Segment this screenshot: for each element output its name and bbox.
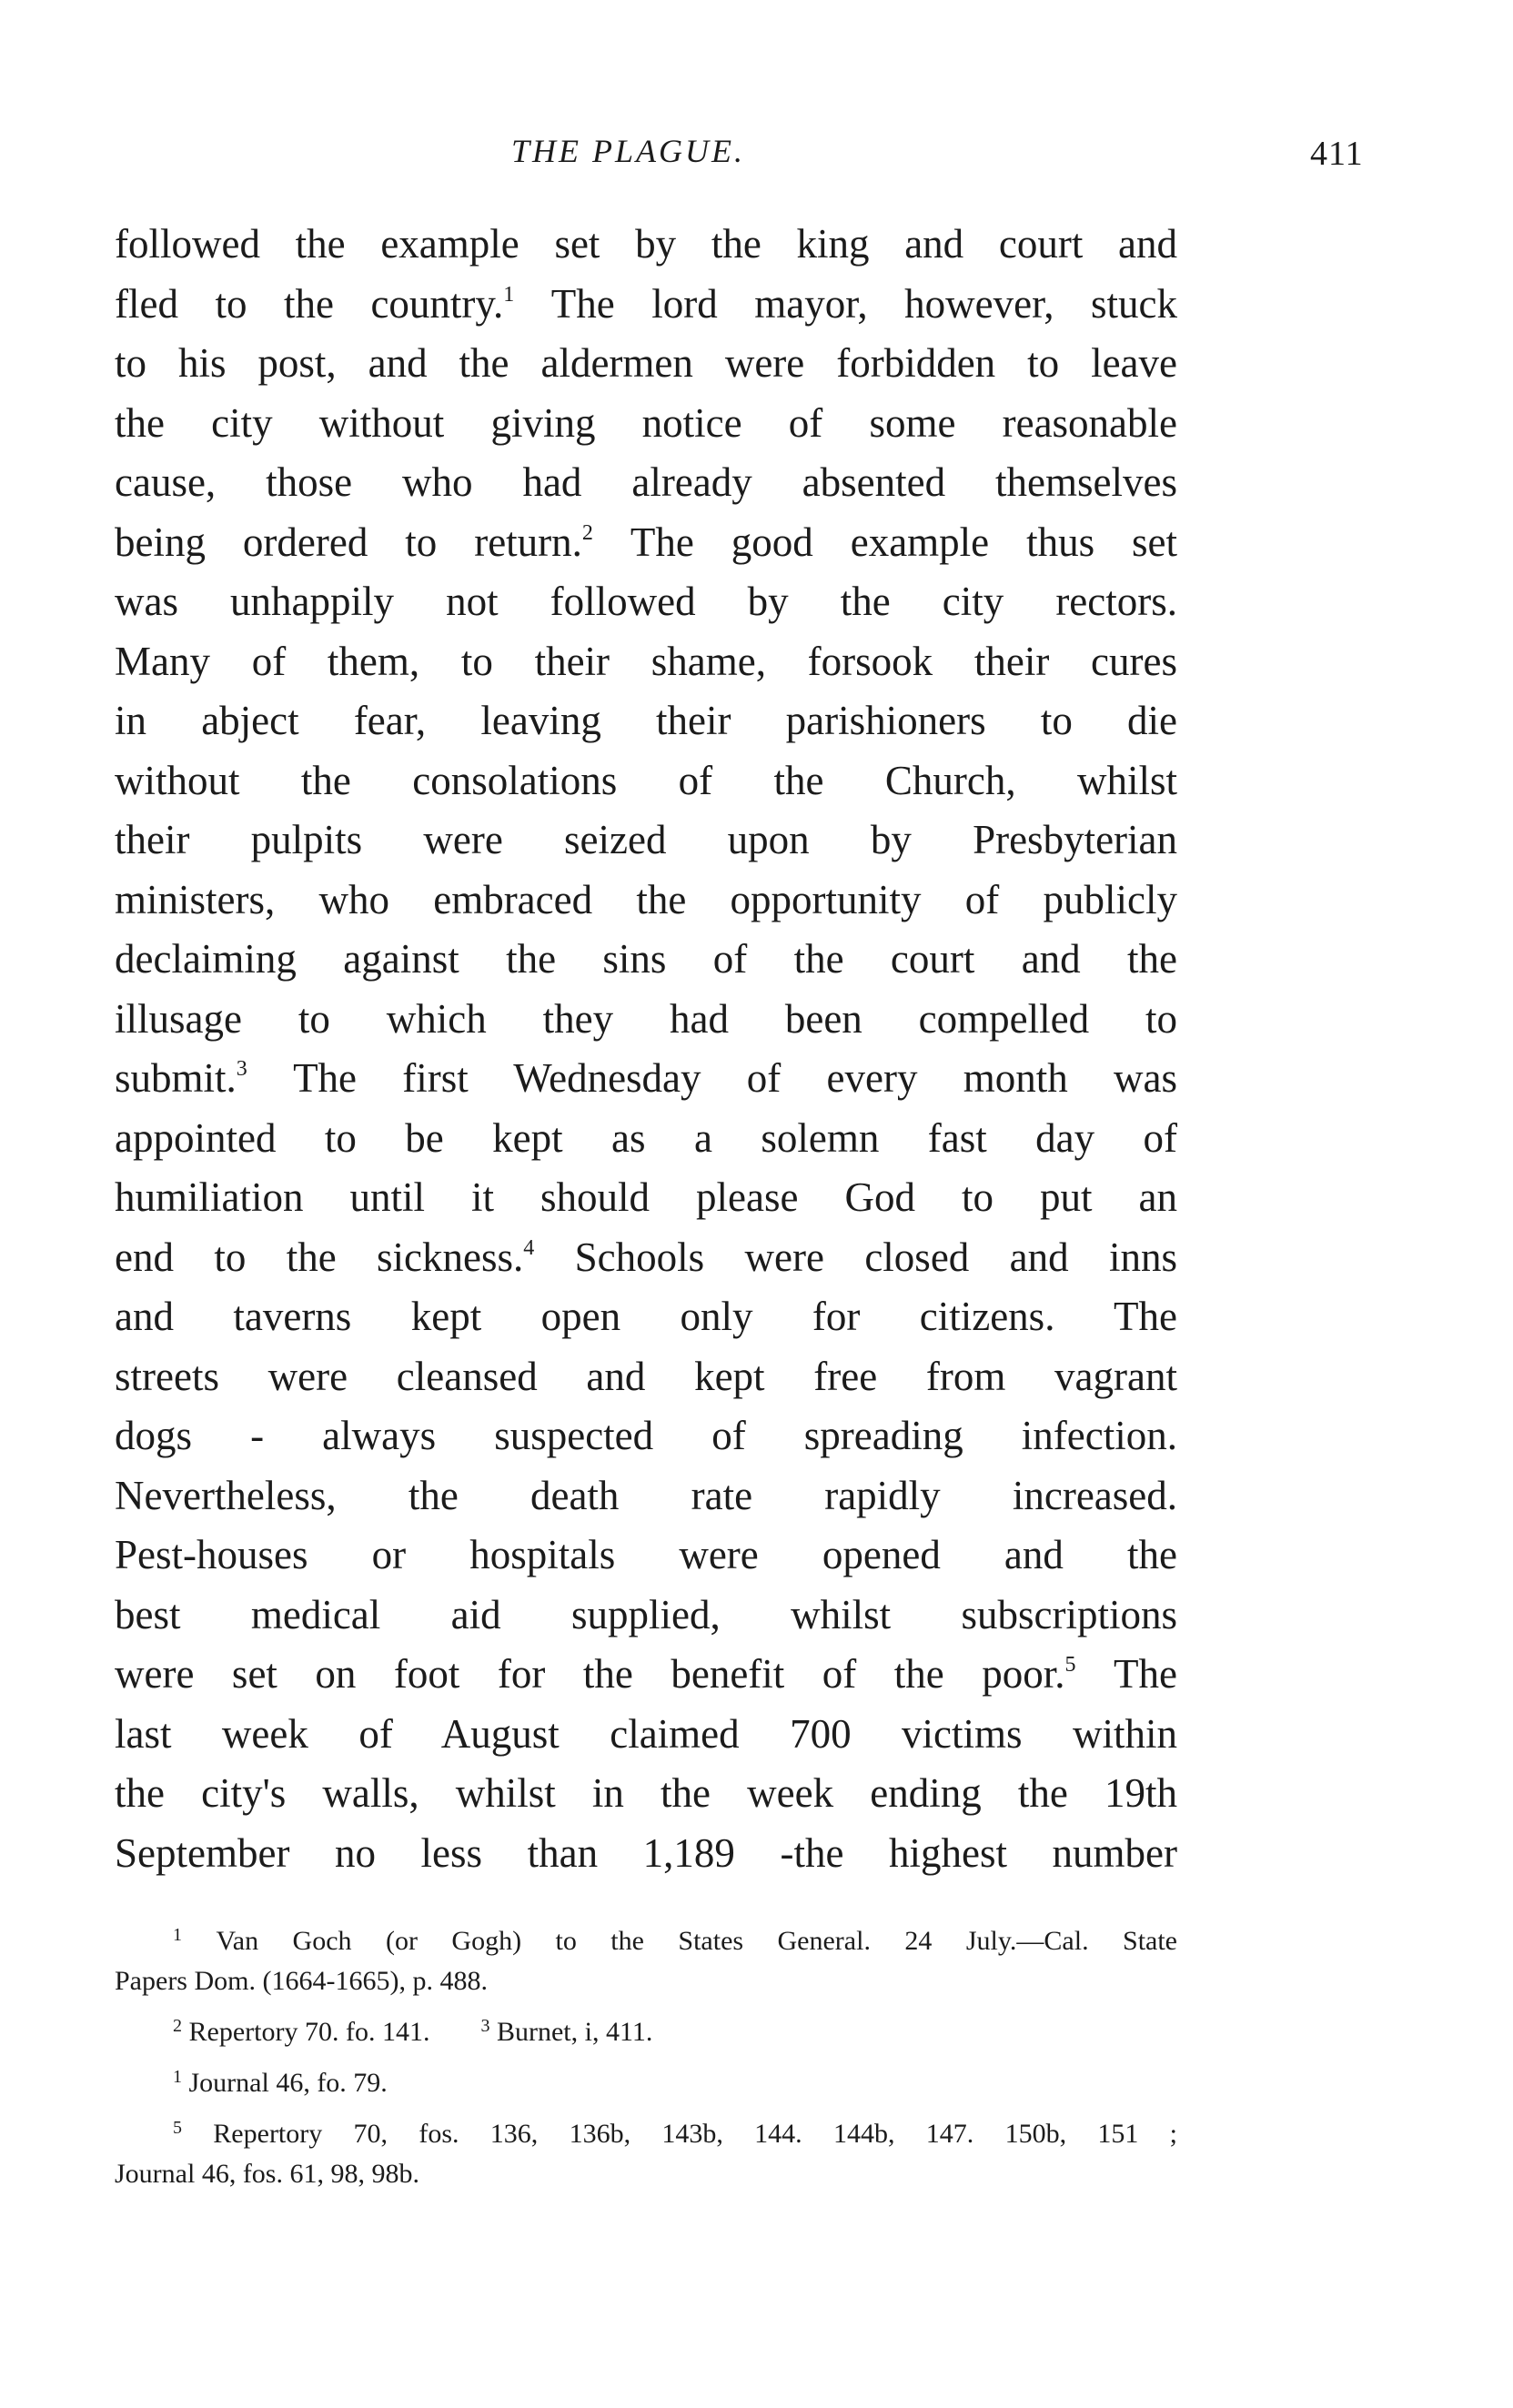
- footnote-mark: 5: [173, 2118, 182, 2138]
- footnote-ref: 2: [581, 520, 593, 545]
- footnote-mark: 2: [173, 2016, 182, 2036]
- text-line: and taverns kept open only for citizens. The: [115, 1294, 1177, 1339]
- text-line: followed the example set by the king and court and: [115, 221, 1177, 267]
- text-line: humiliation until it should please God to put an: [115, 1174, 1177, 1220]
- text-line: Many of them, to their shame, forsook their cures: [115, 638, 1177, 684]
- text-line: were set on foot for the benefit of the poor.$^5$ The: [115, 1651, 1177, 1697]
- footnote-ref: 1: [503, 282, 515, 307]
- text-line: submit.$^3$ The first Wednesday of every month was: [115, 1055, 1177, 1101]
- running-header: [0, 132, 1513, 186]
- text-line: cause, those who had already absented themselves: [115, 459, 1177, 505]
- footnote-ref: 5: [1064, 1653, 1076, 1677]
- footnote-1-continued: Papers Dom. (1664-1665), p. 488.: [115, 1966, 488, 1996]
- running-title: THE PLAGUE.: [511, 133, 745, 169]
- footnotes: [115, 1921, 1177, 2194]
- text-line: declaiming against the sins of the court and the: [115, 936, 1177, 982]
- footnote-ref: 3: [236, 1057, 247, 1081]
- footnote-1: $^1$ Van Goch (or Gogh) to the States General. 24 July.—Cal. State: [173, 1925, 1177, 1956]
- text-line: Nevertheless, the death rate rapidly increased.: [115, 1472, 1177, 1518]
- text-line: appointed to be kept as a solemn fast day of: [115, 1114, 1177, 1161]
- text-line: dogs - always suspected of spreading infection.: [115, 1413, 1177, 1458]
- text-line: end to the sickness.$^4$ Schools were closed and inns: [115, 1234, 1177, 1280]
- footnote-4: $^1$ Journal 46, fo. 79.: [173, 2067, 388, 2098]
- text-line: being ordered to return.$^2$ The good example thus set: [115, 519, 1177, 565]
- footnote-mark: 3: [480, 2016, 490, 2036]
- text-line: their pulpits were seized upon by Presbyterian: [115, 817, 1177, 862]
- footnote-3: $^3$ Burnet, i, 411.: [480, 2016, 653, 2047]
- text-line: best medical aid supplied, whilst subscriptions: [115, 1591, 1177, 1637]
- footnote-2-3-line: [115, 2012, 1177, 2052]
- text-line: Pest-houses or hospitals were opened and the: [115, 1532, 1177, 1577]
- text-line: illusage to which they had been compelled to: [115, 995, 1177, 1042]
- footnote-2: $^2$ Repertory 70. fo. 141.: [173, 2016, 430, 2047]
- text-line: without the consolations of the Church, whilst: [115, 757, 1177, 803]
- footnote-5-continued: Journal 46, fos. 61, 98, 98b.: [115, 2159, 419, 2189]
- footnote-5: $^5$ Repertory 70, fos. 136, 136b, 143b, 144. 144b, 147. 150b, 151 ;: [173, 2118, 1177, 2149]
- page-number: 411: [1310, 135, 1364, 173]
- footnote-mark: 1: [173, 2067, 182, 2087]
- text-line: fled to the country.$^1$ The lord mayor, however, stuck: [115, 280, 1177, 327]
- text-line: was unhappily not followed by the city rectors.: [115, 579, 1177, 624]
- text-line: the city's walls, whilst in the week ending the 19th: [115, 1770, 1177, 1816]
- text-line: streets were cleansed and kept free from vagrant: [115, 1353, 1177, 1399]
- text-line: ministers, who embraced the opportunity of publicly: [115, 876, 1177, 922]
- text-line: in abject fear, leaving their parishioners to die: [115, 698, 1177, 743]
- text-line: September no less than 1,189 -the highest number: [115, 1829, 1177, 1876]
- footnote-mark: 1: [173, 1925, 182, 1945]
- text-line: the city without giving notice of some reasonable: [115, 399, 1177, 446]
- text-line: last week of August claimed 700 victims within: [115, 1710, 1177, 1757]
- body-text: [115, 215, 1177, 1883]
- text-line: to his post, and the aldermen were forbidden to leave: [115, 340, 1177, 386]
- footnote-ref: 4: [523, 1235, 535, 1260]
